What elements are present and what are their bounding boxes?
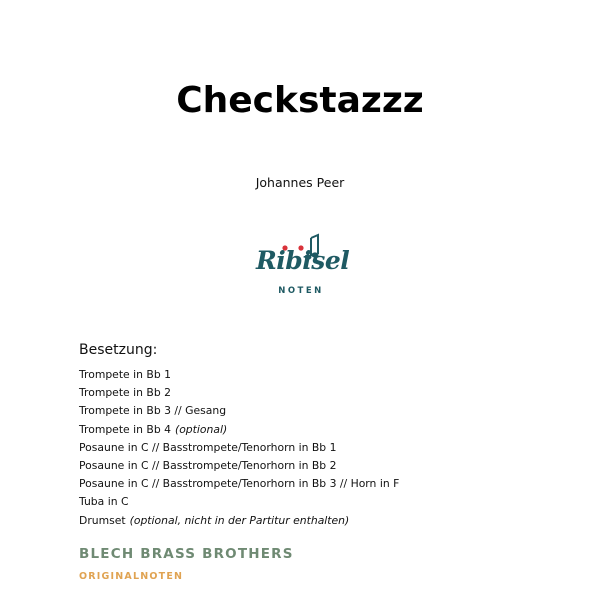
brand-subtitle: ORIGINALNOTEN [79, 571, 184, 582]
instrument-name: Tuba in C [79, 495, 129, 509]
instrument-name: Trompete in Bb 3 // Gesang [79, 404, 227, 418]
composer-name: Johannes Peer [255, 175, 345, 190]
brand-name: BLECH BRASS BROTHERS [79, 546, 294, 562]
logo-subtitle: NOTEN [278, 286, 324, 296]
instrument-name: Trompete in Bb 1 [79, 368, 171, 381]
list-item [79, 475, 399, 493]
list-item [79, 457, 399, 475]
logo-wordmark: Ribisel [256, 246, 350, 275]
instrument-list [79, 366, 399, 530]
list-item [79, 512, 399, 530]
list-item [79, 439, 399, 457]
list-item [79, 366, 399, 384]
instrument-name: Posaune in C // Basstrompete/Tenorhorn in Bb 2 [79, 458, 337, 472]
instrument-name: Drumset [79, 513, 126, 527]
instrument-note: (optional) [174, 422, 228, 436]
ribisel-logo [256, 232, 350, 306]
instrument-name: Trompete in Bb 4 [79, 422, 171, 436]
instrument-name: Posaune in C // Basstrompete/Tenorhorn in Bb 1 [79, 440, 337, 454]
list-item [79, 421, 399, 439]
instrument-note: (optional, nicht in der Partitur enthalten) [129, 513, 350, 527]
list-item [79, 402, 399, 420]
instrument-name: Posaune in C // Basstrompete/Tenorhorn in Bb 3 // Horn in F [79, 477, 400, 491]
list-item [79, 384, 399, 402]
list-item [79, 493, 399, 511]
instrument-name: Trompete in Bb 2 [79, 386, 171, 400]
page-title: Checkstazzz [176, 80, 424, 121]
besetzung-heading: Besetzung: [79, 342, 158, 358]
